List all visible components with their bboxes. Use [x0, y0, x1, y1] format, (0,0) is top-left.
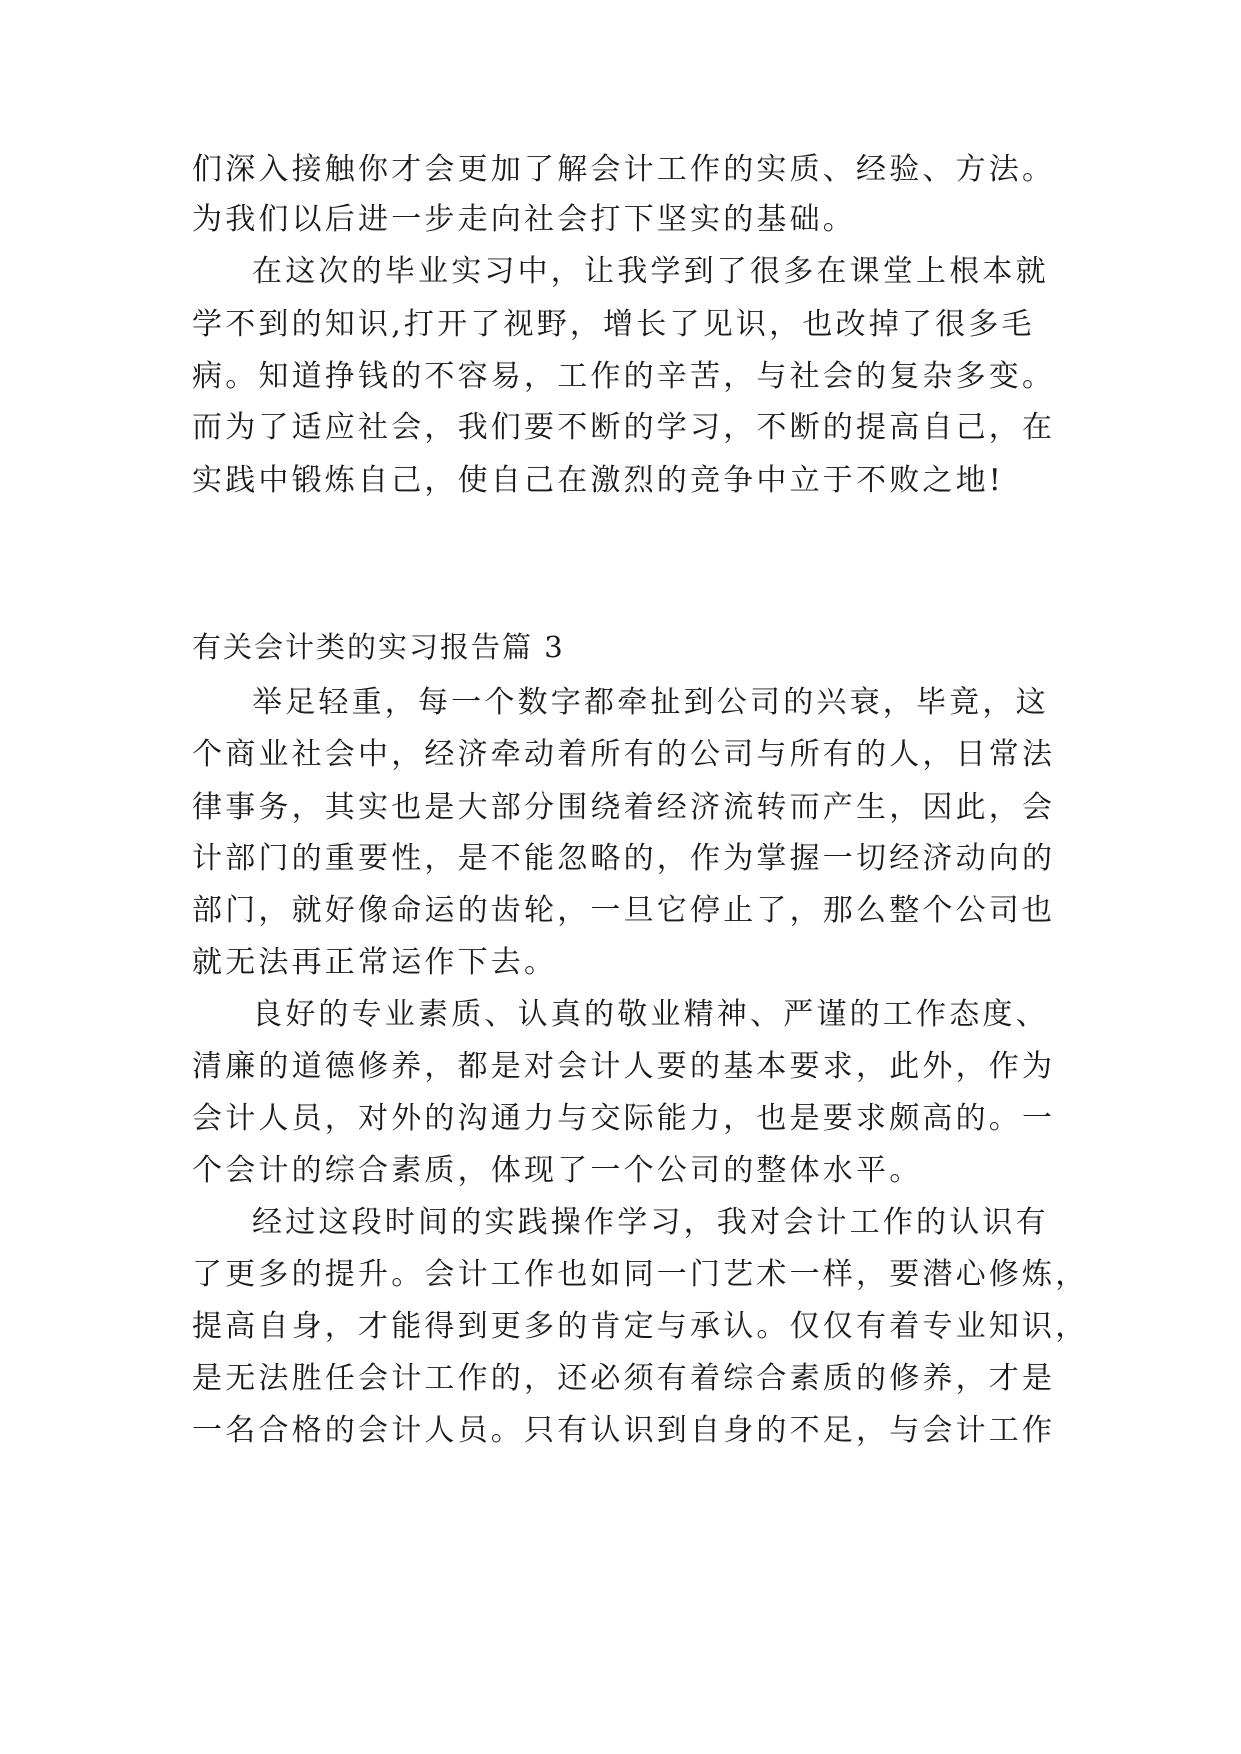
- body-line: 一名合格的会计人员。只有认识到自身的不足，与会计工作: [192, 1413, 1056, 1448]
- section-heading: 有关会计类的实习报告篇 3: [192, 630, 565, 664]
- paragraph-first-line: 在这次的毕业实习中，让我学到了很多在课堂上根本就: [252, 254, 1049, 289]
- body-line: 而为了适应社会，我们要不断的学习，不断的提高自己，在: [192, 410, 1056, 445]
- paragraph-first-line: 经过这段时间的实践操作学习，我对会计工作的认识有: [252, 1205, 1049, 1240]
- body-line: 计部门的重要性，是不能忽略的，作为掌握一切经济动向的: [192, 841, 1056, 876]
- body-line: 个会计的综合素质，体现了一个公司的整体水平。: [192, 1153, 923, 1188]
- body-line: 是无法胜任会计工作的，还必须有着综合素质的修养，才是: [192, 1361, 1056, 1396]
- body-line: 清廉的道德修养，都是对会计人要的基本要求，此外，作为: [192, 1049, 1056, 1084]
- body-line: 学不到的知识,打开了视野，增长了见识，也改掉了很多毛: [192, 307, 1035, 342]
- body-line: 会计人员，对外的沟通力与交际能力，也是要求颇高的。一: [192, 1101, 1056, 1136]
- body-line: 律事务，其实也是大部分围绕着经济流转而产生，因此，会: [192, 790, 1056, 825]
- paragraph-first-line: 良好的专业素质、认真的敬业精神、严谨的工作态度、: [252, 997, 1049, 1032]
- body-line: 了更多的提升。会计工作也如同一门艺术一样，要潜心修炼，: [192, 1257, 1089, 1292]
- body-line: 个商业社会中，经济牵动着所有的公司与所有的人，日常法: [192, 737, 1056, 772]
- body-line: 提高自身，才能得到更多的肯定与承认。仅仅有着专业知识，: [192, 1309, 1089, 1344]
- body-line: 病。知道挣钱的不容易，工作的辛苦，与社会的复杂多变。: [192, 359, 1056, 394]
- body-line: 为我们以后进一步走向社会打下坚实的基础。: [192, 202, 856, 237]
- body-line: 部门，就好像命运的齿轮，一旦它停止了，那么整个公司也: [192, 893, 1056, 928]
- body-line: 就无法再正常运作下去。: [192, 945, 558, 980]
- paragraph-first-line: 举足轻重，每一个数字都牵扯到公司的兴衰，毕竟，这: [252, 685, 1049, 720]
- body-line: 实践中锻炼自己，使自己在激烈的竞争中立于不败之地!: [192, 463, 1005, 498]
- body-line: 们深入接触你才会更加了解会计工作的实质、经验、方法。: [192, 152, 1056, 187]
